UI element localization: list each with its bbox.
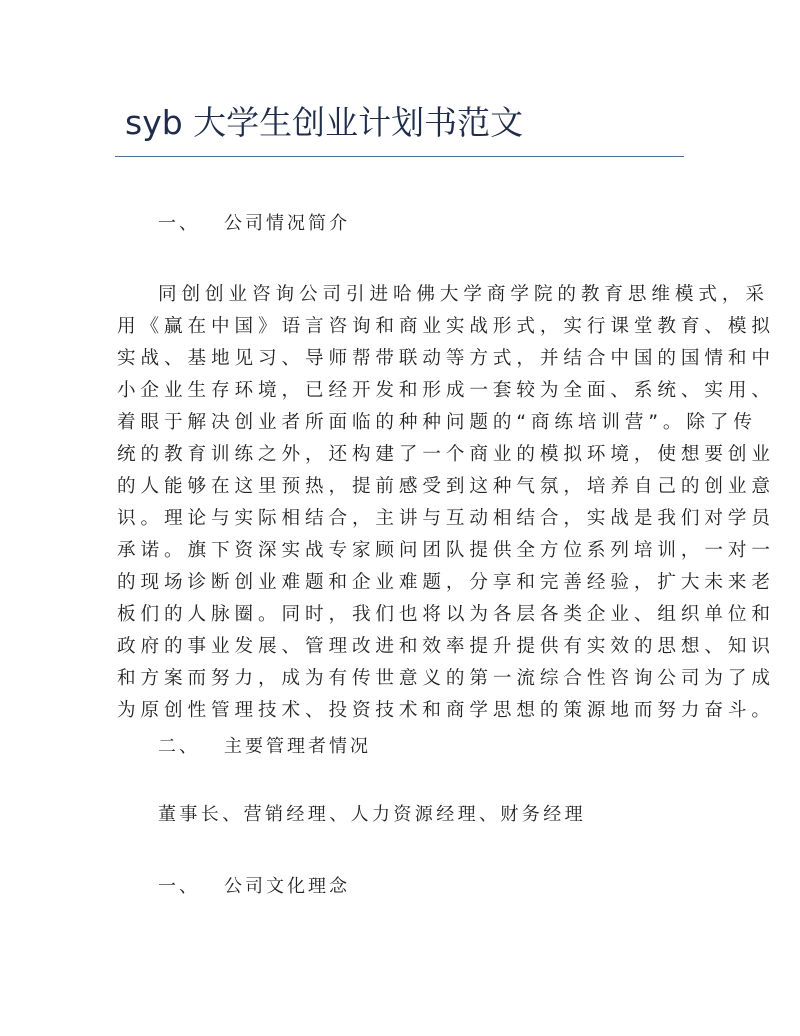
section-heading-text: 公司文化理念 [224, 876, 350, 897]
paragraph-line: 小企业生存环境，已经开发和形成一套较为全面、系统、实用、 [117, 380, 775, 401]
section-heading-text: 公司情况简介 [224, 213, 350, 234]
paragraph-line: 同创创业咨询公司引进哈佛大学商学院的教育思维模式，采 [158, 284, 769, 305]
section-heading-text: 主要管理者情况 [224, 736, 371, 757]
company-overview-paragraph [117, 279, 775, 727]
paragraph-line: 为原创性管理技术、投资技术和商学思想的策源地而努力奋斗。 [117, 700, 775, 721]
paragraph-line: 政府的事业发展、管理改进和效率提升提供有实效的思想、知识 [117, 636, 775, 657]
section-number: 一、 [158, 213, 200, 234]
paragraph-line: 和方案而努力，成为有传世意义的第一流综合性咨询公司为了成 [117, 668, 775, 689]
section-number: 二、 [158, 736, 200, 757]
section-heading-company-overview [158, 210, 350, 238]
paragraph-line: 实战、基地见习、导师帮带联动等方式，并结合中国的国情和中 [117, 348, 775, 369]
management-roles-text: 董事长、营销经理、人力资源经理、财务经理 [158, 804, 586, 825]
paragraph-line: 着眼于解决创业者所面临的种种问题的“商练培训营”。除了传 [117, 412, 757, 433]
paragraph-line: 板们的人脉圈。同时，我们也将以为各层各类企业、组织单位和 [117, 604, 775, 625]
paragraph-line: 识。理论与实际相结合，主讲与互动相结合，实战是我们对学员 [117, 508, 775, 529]
section-heading-company-culture [158, 873, 350, 901]
document-title: syb 大学生创业计划书范文 [125, 103, 524, 142]
paragraph-line: 统的教育训练之外，还构建了一个商业的模拟环境，使想要创业 [117, 444, 775, 465]
paragraph-line: 用《赢在中国》语言咨询和商业实战形式，实行课堂教育、模拟 [117, 316, 775, 337]
paragraph-line: 承诺。旗下资深实战专家顾问团队提供全方位系列培训，一对一 [117, 540, 775, 561]
paragraph-line: 的人能够在这里预热，提前感受到这种气氛，培养自己的创业意 [117, 476, 775, 497]
title-underline-rule [115, 156, 684, 157]
paragraph-line: 的现场诊断创业难题和企业难题，分享和完善经验，扩大未来老 [117, 572, 775, 593]
section-number: 一、 [158, 876, 200, 897]
section-heading-management [158, 733, 371, 761]
